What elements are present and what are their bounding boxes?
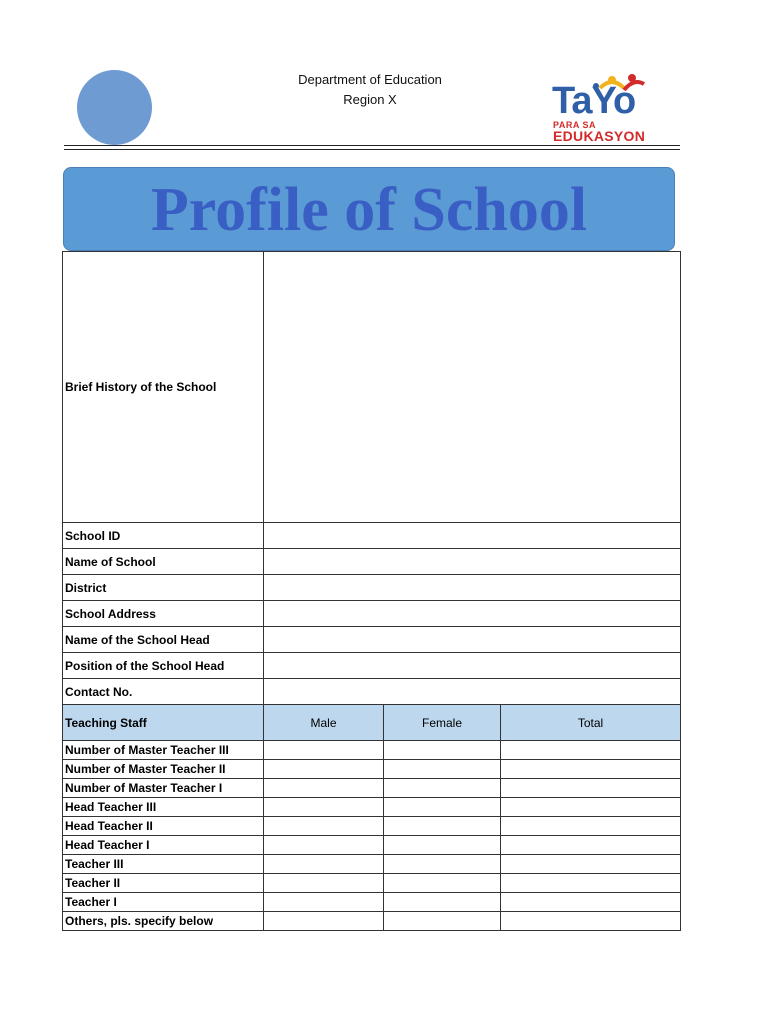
table-row	[63, 741, 681, 760]
school-head-name-input[interactable]	[264, 627, 681, 653]
male-count-cell[interactable]	[264, 817, 384, 836]
male-count-cell[interactable]	[264, 836, 384, 855]
table-row	[63, 549, 681, 575]
female-count-cell[interactable]	[384, 874, 501, 893]
column-header-female: Female	[384, 705, 501, 741]
school-profile-table	[62, 251, 681, 931]
total-count-cell[interactable]	[501, 874, 681, 893]
staff-row-label: Teacher III	[63, 855, 264, 874]
district-input[interactable]	[264, 575, 681, 601]
table-row	[63, 912, 681, 931]
total-count-cell[interactable]	[501, 760, 681, 779]
total-count-cell[interactable]	[501, 893, 681, 912]
field-label: Contact No.	[63, 679, 264, 705]
table-row	[63, 893, 681, 912]
female-count-cell[interactable]	[384, 779, 501, 798]
total-count-cell[interactable]	[501, 779, 681, 798]
field-label: District	[63, 575, 264, 601]
field-label: School Address	[63, 601, 264, 627]
tayo-logo	[550, 70, 660, 148]
female-count-cell[interactable]	[384, 741, 501, 760]
female-count-cell[interactable]	[384, 817, 501, 836]
logo-para: PARA SA	[553, 120, 597, 130]
male-count-cell[interactable]	[264, 874, 384, 893]
female-count-cell[interactable]	[384, 836, 501, 855]
male-count-cell[interactable]	[264, 779, 384, 798]
female-count-cell[interactable]	[384, 912, 501, 931]
logo-edu: EDUKASYON	[553, 128, 646, 144]
staff-row-label: Number of Master Teacher III	[63, 741, 264, 760]
staff-row-label: Head Teacher I	[63, 836, 264, 855]
staff-row-label: Number of Master Teacher II	[63, 760, 264, 779]
page-title: Profile of School	[150, 176, 588, 244]
table-row	[63, 779, 681, 798]
staff-row-label: Others, pls. specify below	[63, 912, 264, 931]
male-count-cell[interactable]	[264, 893, 384, 912]
department-name: Department of Education	[298, 72, 442, 87]
staff-row-label: Head Teacher III	[63, 798, 264, 817]
field-label: Name of the School Head	[63, 627, 264, 653]
total-count-cell[interactable]	[501, 817, 681, 836]
total-count-cell[interactable]	[501, 798, 681, 817]
male-count-cell[interactable]	[264, 741, 384, 760]
column-header-male: Male	[264, 705, 384, 741]
staff-row-label: Teacher II	[63, 874, 264, 893]
teaching-staff-header-row	[63, 705, 681, 741]
history-input[interactable]	[264, 252, 681, 523]
male-count-cell[interactable]	[264, 855, 384, 874]
female-count-cell[interactable]	[384, 855, 501, 874]
table-row	[63, 523, 681, 549]
column-header-total: Total	[501, 705, 681, 741]
staff-row-label: Head Teacher II	[63, 817, 264, 836]
school-name-input[interactable]	[264, 549, 681, 575]
staff-row-label: Number of Master Teacher I	[63, 779, 264, 798]
table-row	[63, 627, 681, 653]
table-row	[63, 252, 681, 523]
male-count-cell[interactable]	[264, 798, 384, 817]
staff-row-label: Teacher I	[63, 893, 264, 912]
school-id-input[interactable]	[264, 523, 681, 549]
total-count-cell[interactable]	[501, 912, 681, 931]
field-label: School ID	[63, 523, 264, 549]
title-banner	[63, 167, 675, 251]
total-count-cell[interactable]	[501, 855, 681, 874]
table-row	[63, 653, 681, 679]
page-header	[250, 70, 490, 110]
school-seal-placeholder	[77, 70, 152, 145]
table-row	[63, 817, 681, 836]
table-row	[63, 760, 681, 779]
table-row	[63, 679, 681, 705]
female-count-cell[interactable]	[384, 798, 501, 817]
region-name: Region X	[343, 92, 397, 107]
school-address-input[interactable]	[264, 601, 681, 627]
header-divider-top	[64, 145, 680, 146]
total-count-cell[interactable]	[501, 836, 681, 855]
field-label: Position of the School Head	[63, 653, 264, 679]
male-count-cell[interactable]	[264, 760, 384, 779]
female-count-cell[interactable]	[384, 893, 501, 912]
school-head-position-input[interactable]	[264, 653, 681, 679]
table-row	[63, 798, 681, 817]
teaching-staff-header: Teaching Staff	[63, 705, 264, 741]
female-count-cell[interactable]	[384, 760, 501, 779]
logo-word: TaYo	[552, 80, 636, 122]
table-row	[63, 836, 681, 855]
male-count-cell[interactable]	[264, 912, 384, 931]
table-row	[63, 575, 681, 601]
header-divider-bottom	[64, 149, 680, 150]
contact-number-input[interactable]	[264, 679, 681, 705]
field-label: Brief History of the School	[63, 252, 264, 523]
field-label: Name of School	[63, 549, 264, 575]
table-row	[63, 874, 681, 893]
table-row	[63, 601, 681, 627]
table-row	[63, 855, 681, 874]
total-count-cell[interactable]	[501, 741, 681, 760]
